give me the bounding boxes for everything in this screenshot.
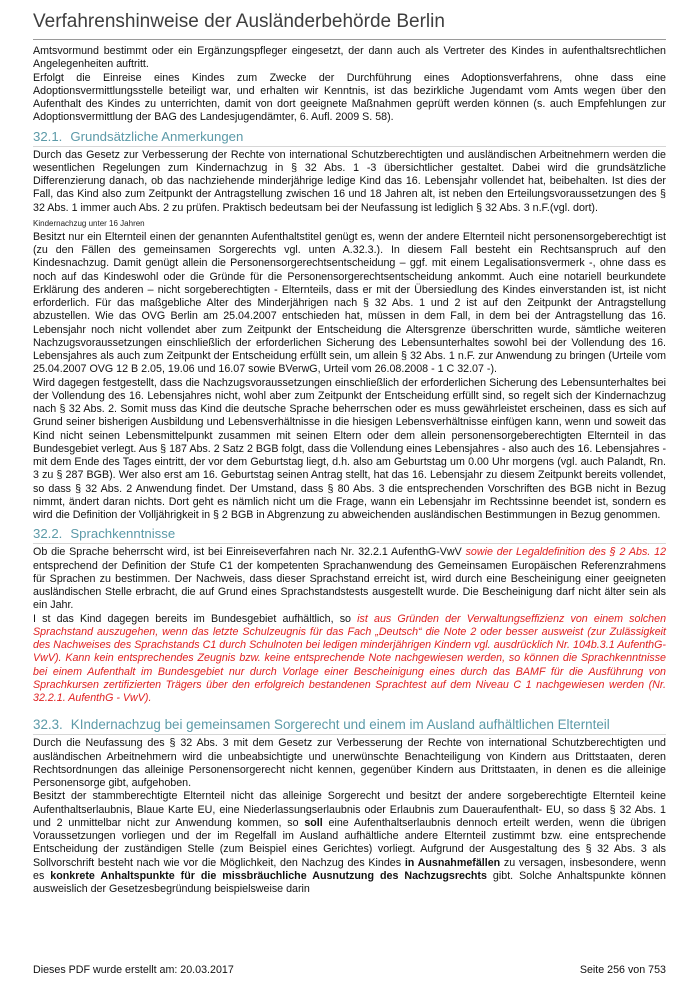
text-run: eine Aufenthaltserlaubnis dennoch erteilt werden, wenn die übrigen Voraussetzungen vorliegen und der im Regelfall im Ausland aufhältliche andere Elternteil zustimmt bzw. eine entsprechende Entscheidung der zuständigen Stelle (zum Beispiel eines Gerichtes) vorliegt. Aufgrund der Ausgestaltung des § 32 Abs. 3 als Sollvorschrift besteht nach wie vor die Möglichkeit, den Nachzug des Kindes (33, 816, 666, 869)
section-title: Sprachkenntnisse (70, 526, 176, 542)
text-run: I st das Kind dagegen bereits im Bundesgebiet aufhältlich, so (33, 612, 358, 625)
text-run: Besitzt der stammberechtigte Elternteil nicht das alleinige Sorgerecht und besitzt der andere sorgeberechtigte Elternteil keine Aufenthaltserlaubnis, Blaue Karte EU, eine Niederlassungserlaubnis oder Erlaubnis zum Daueraufenthalt- EU, so dass § 32 Abs. 1 und 2 unmittelbar nicht zur Anwendung kommen, so (33, 790, 666, 829)
intro-paragraph-2: Erfolgt die Einreise eines Kindes zum Zwecke der Durchführung eines Adoptionsverfahrens, ohne dass eine Adoptionsvermittlungsstelle beteiligt war, und erhalten wir Kenntnis, ist das bezirkliche Jugendamt vom Amts wegen über den Aufenthalt des Kindes zu unterrichten, damit von dort geeignete Maßnahmen geprüft werden können (s. auch Empfehlungen zur Adoptionsvermittlung der BAG des Landesjugendämter, 6. Aufl. 2009 S. 58). (33, 71, 666, 124)
bold-text: soll (304, 816, 323, 829)
amended-text: ist aus Gründen der Verwaltungseffizienz von einem solchen Sprachstand auszugehen, wenn das letzte Schulzeugnis für das Fach „Deutsch“ die Note 2 oder besser ausweist (zur Zulässigkeit des Nachweises des Sprachstands C1 durch Schulnoten bei ledigen minderjährigen Kindern vgl. ausdrücklich Nr. 104b.3.1 AufenthG-VwV). Kann kein entsprechendes Zeugnis bzw. keine entsprechende Note nachgewiesen werden, so können die Sprachkenntnisse bei einem Aufenthalt im Bundesgebiet nur durch Vorlage einer Bescheinigung eines durch das BAMF für die Ausführung von Sprachkursen zertifizierten Trägers über den erfolgreich bestandenen Sprachtest auf dem Niveau C 1 nachgewiesen werden (Nr. 32.2.1. AufenthG - VwV). (33, 612, 667, 704)
section-32-2-paragraph-2 (33, 613, 666, 706)
section-32-1-paragraph-3: Wird dagegen festgestellt, dass die Nachzugsvoraussetzungen einschließlich der erforderlichen Sicherung des Lebensunterhaltes bei der Vollendung des 16. Lebensjahres nicht, wohl aber zum Zeitpunkt der Entscheidung erfüllt sind, so regelt sich der Kindernachzug nach § 32 Abs. 2. Somit muss das Kind die deutsche Sprache beherrschen oder es muss gewährleistet erscheinen, dass es sich auf Grund seiner bisherigen Ausbildung und Lebensverhältnisse in die hiesigen Lebensverhältnisse einfügen kann, wenn und soweit das Kind nicht seinen Lebensmittelpunkt zusammen mit seinen Eltern oder dem allein personensorgeberechtigten Elternteil in das Bundesgebiet verlegt. Aus § 187 Abs. 2 Satz 2 BGB folgt, dass die Vollendung eines Lebensjahres - also auch des 16. Lebensjahres - mit dem Ende des Tages eintritt, der vor dem Geburtstag liegt, d.h. also am Geburtstag um 0.00 Uhr morgens (vgl. auch Palandt, Rn. 3 zu § 287 BGB). Wer also erst am 16. Geburtstag seinen Antrag stellt, hat das 16. Lebensjahr zu diesem Zeitpunkt bereits vollendet, so dass § 32 Abs. 2 Anwendung findet. Der Umstand, dass § 80 Abs. 3 die entsprechenden Vorschriften des BGB nicht in Bezug nimmt, ändert daran nichts. Dort geht es nämlich nicht um die Frage, wann ein Lebensjahr im Rechtssinne beendet ist, sondern es wird die Definition der Volljährigkeit in § 2 BGB in Abgrenzung zu abweichenden ausländischen Bestimmungen in Bezug genommen. (33, 376, 666, 521)
section-number: 32.3. (33, 717, 63, 733)
text-run: gibt. Solche Anhaltspunkte können ausweislich der Gesetzesbegründung beispielsweise darin (33, 869, 666, 895)
section-title: Grundsätzliche Anmerkungen (70, 128, 244, 144)
amended-text: sowie der Legaldefinition des § 2 Abs. 12 (465, 546, 667, 559)
section-title: KIndernachzug bei gemeinsamen Sorgerecht und einem im Ausland aufhältlichen Elternteil (70, 717, 610, 733)
section-number: 32.1. (33, 128, 63, 144)
text-run: zu versagen, insbesondere, wenn es (33, 856, 666, 882)
page-footer (33, 964, 666, 976)
section-32-1-paragraph-1: Durch das Gesetz zur Verbesserung der Rechte von international Schutzberechtigten und ausländischen Arbeitnehmern werden die wesentlichen Regelungen zum Kindernachzug in § 32 Abs. 1 -3 übersichtlicher gestaltet. Dabei wird die grundsätzliche Differenzierung danach, ob das nachziehende minderjährige ledige Kind das 16. Lebensjahr vollendet hat, beibehalten. Ist dies der Fall, das Kind also zum Zeitpunkt der Antragstellung zwischen 16 und 18 Jahren alt, ist neben den Erteilungsvoraussetzungen des § 32 Abs. 1 immer auch Abs. 2 zu prüfen. Praktisch bedeutsam bei der Neufassung ist lediglich § 32 Abs. 3 n.F.(vgl. dort). (33, 148, 666, 214)
section-number: 32.2. (33, 526, 63, 542)
section-heading-32-1 (33, 129, 666, 147)
text-run: entsprechend der Definition der Stufe C1 der kompetenten Sprachanwendung des Gemeinsamen Europäischen Referenzrahmens für Sprachen zu bestimmen. Der Nachweis, dass dieser Sprachstand erreicht ist, wird durch eine Bescheinigung einer geeigneten ausländischen Stelle erbracht, die auf Grund eines Sprachstandstests ausgestellt wurde. Die Bescheinigung darf nicht älter sein als ein Jahr. (33, 559, 666, 612)
section-32-1-paragraph-2: Besitzt nur ein Elternteil einen der genannten Aufenthaltstitel genügt es, wenn der andere Elternteil nicht personensorgeberechtigt ist (zu den Fällen des gemeinsamen Sorgerechts vgl. unten A.32.3.). In diesem Fall besteht ein Rechtsanspruch auf den Kindesnachzug. Damit genügt allein die Personensorgerechtsentscheidung – ggf. mit einem Legalisationsvermerk -, ohne dass es noch auf das Kindeswohl oder die Gründe für die Personensorgerechtsentscheidung ankommt. Auch eine notariell beurkundete Erklärung des anderen – nicht sorgeberechtigten - Elternteils, dass er mit der Übersiedlung des Kindes einverstanden ist, ist nicht erforderlich. Für das maßgebliche Alter des Minderjährigen nach § 32 Abs. 1 und 2 ist auf den Zeitpunkt der Antragstellung abzustellen. Wie das OVG Berlin am 25.04.2007 entschieden hat, müssen in dem Fall, in dem bei der Antragstellung das 16. Lebensjahr noch nicht vollendet aber zum Zeitpunkt der Entscheidung die Altersgrenze überschritten wurde, sämtliche weiteren Nachzugsvoraussetzungen einschließlich der erforderlichen Sicherung des Lebensunterhaltes sowohl bei der Vollendung des 16. Lebensjahres als auch zum Zeitpunkt der Entscheidung erfüllt sein, um allein § 32 Abs. 1 n.F. zur Anwendung zu bringen (Urteile vom 25.04.2007 OVG 12 B 2.05, 19.06 und 16.07 sowie BVerwG, Urteil vom 26.08.2008 - 1 C 32.07 -). (33, 230, 666, 376)
document-title: Verfahrenshinweise der Ausländerbehörde Berlin (33, 11, 445, 32)
intro-paragraph-1: Amtsvormund bestimmt oder ein Ergänzungspfleger eingesetzt, der dann auch als Vertreter des Kindes in aufenthaltsrechtlichen Angelegenheiten auftritt. (33, 45, 666, 71)
creation-date: Dieses PDF wurde erstellt am: 20.03.2017 (33, 964, 234, 976)
section-32-3-paragraph-2 (33, 790, 666, 896)
bold-text: konkrete Anhaltspunkte für die missbräuchliche Ausnutzung des Nachzugsrechts (50, 869, 487, 882)
subsection-label: Kindernachzug unter 16 Jahren (33, 218, 145, 228)
page-header (33, 0, 666, 40)
section-heading-32-3 (33, 717, 666, 735)
page-number: Seite 256 von 753 (579, 964, 666, 976)
text-run: Ob die Sprache beherrscht wird, ist bei Einreiseverfahren nach Nr. 32.2.1 AufenthG-VwV (33, 546, 466, 559)
section-32-2-paragraph-1 (33, 546, 666, 612)
document-body (33, 45, 666, 896)
section-heading-32-2 (33, 526, 666, 544)
bold-text: in Ausnahmefällen (404, 856, 501, 869)
section-32-3-paragraph-1: Durch die Neufassung des § 32 Abs. 3 mit dem Gesetz zur Verbesserung der Rechte von international Schutzberechtigten und ausländischen Arbeitnehmern wird die unbeabsichtigte und unerwünschte Benachteiligung von Kindern aus Drittstaaten, deren Rechtsordnungen das alleinige Personensorgerecht nicht kennen, gegenüber Kindern aus Drittstaaten, in denen es die alleinige Personensorge gibt, aufgehoben. (33, 737, 666, 789)
